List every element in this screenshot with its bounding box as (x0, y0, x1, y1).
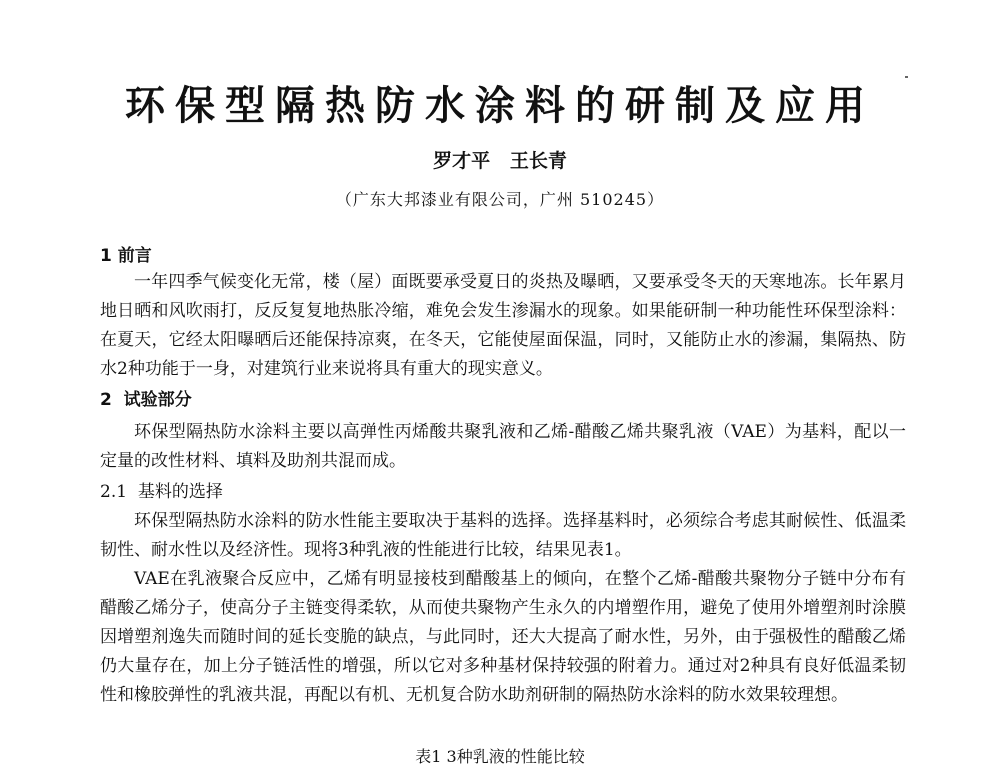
section-2-1-paragraph-1: 环保型隔热防水涂料的防水性能主要取决于基料的选择。选择基料时，必须综合考虑其耐候性、低温柔韧性、耐水性以及经济性。现将3种乳液的性能进行比较，结果见表1。 (100, 511, 906, 560)
paper-authors: 罗才平 王长青 (433, 150, 567, 172)
table-1-caption: 表1 3种乳液的性能比较 (415, 747, 585, 766)
section-heading-2: 2 试验部分 (100, 390, 192, 410)
section-2-1-paragraph-2: VAE在乳液聚合反应中，乙烯有明显接枝到醋酸基上的倾向，在整个乙烯-醋酸共聚物分子链中分布有醋酸乙烯分子，使高分子主链变得柔软，从而使共聚物产生永久的内增塑作用，避免了使用外增塑剂时涂膜因增塑剂逸失而随时间的延长变脆的缺点，与此同时，还大大提高了耐水性，另外，由于强极性的醋酸乙烯仍大量存在，加上分子链活性的增强，所以它对多种基材保持较强的附着力。通过对2种具有良好低温柔韧性和橡胶弹性的乳液共混，再配以有机、无机复合防水助剂研制的隔热防水涂料的防水效果较理想。 (100, 569, 906, 705)
scan-speck (905, 76, 908, 78)
section-1-paragraph-1: 一年四季气候变化无常，楼（屋）面既要承受夏日的炎热及曝晒，又要承受冬天的天寒地冻。长年累月地日晒和风吹雨打，反反复复地热胀冷缩，难免会发生渗漏水的现象。如果能研制一种功能性环保型涂料：在夏天，它经太阳曝晒后还能保持凉爽，在冬天，它能使屋面保温，同时，又能防止水的渗漏，集隔热、防水2种功能于一身，对建筑行业来说将具有重大的现实意义。 (100, 272, 906, 379)
section-heading-1: 1 前言 (100, 246, 152, 266)
section-2-paragraph-1: 环保型隔热防水涂料主要以高弹性丙烯酸共聚乳液和乙烯-醋酸乙烯共聚乳液（VAE）为基料，配以一定量的改性材料、填料及助剂共混而成。 (100, 422, 906, 471)
paper-affiliation: （广东大邦漆业有限公司，广州 510245） (335, 190, 665, 209)
paper-title: 环保型隔热防水涂料的研制及应用 (125, 82, 875, 129)
section-heading-2-1: 2.1 基料的选择 (100, 482, 223, 502)
